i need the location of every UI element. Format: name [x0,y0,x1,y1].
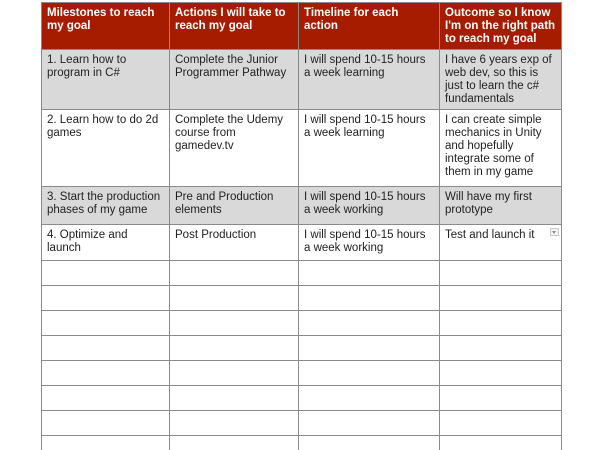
empty-cell[interactable] [170,386,299,411]
empty-table-row [42,361,562,386]
table-row [42,50,562,110]
empty-cell[interactable] [440,361,562,386]
outcome-text: Test and launch it [445,229,535,241]
outcome-cell[interactable]: I have 6 years exp of web dev, so this is just to learn the c# fundamentals [440,50,562,110]
timeline-cell[interactable]: I will spend 10-15 hours a week learning [299,110,440,187]
empty-cell[interactable] [42,436,170,450]
empty-cell[interactable] [440,286,562,311]
empty-cell[interactable] [440,436,562,450]
table-header-row [42,3,562,50]
table-row [42,187,562,225]
timeline-cell[interactable]: I will spend 10-15 hours a week working [299,225,440,261]
table-row [42,225,562,261]
empty-table-row [42,411,562,436]
empty-cell[interactable] [299,411,440,436]
milestone-cell[interactable]: 3. Start the production phases of my game [42,187,170,225]
empty-cell[interactable] [42,386,170,411]
outcome-cell[interactable] [440,225,562,261]
empty-cell[interactable] [299,311,440,336]
empty-cell[interactable] [440,411,562,436]
outcome-cell[interactable]: Will have my first prototype [440,187,562,225]
empty-cell[interactable] [299,386,440,411]
timeline-cell[interactable]: I will spend 10-15 hours a week working [299,187,440,225]
empty-cell[interactable] [42,336,170,361]
outcome-cell[interactable]: I can create simple mechanics in Unity and hopefully integrate some of them in my game [440,110,562,187]
goal-plan-table [41,2,562,450]
empty-cell[interactable] [440,336,562,361]
header-milestones[interactable]: Milestones to reach my goal [42,3,170,50]
empty-table-row [42,436,562,450]
empty-table-row [42,261,562,286]
empty-cell[interactable] [42,411,170,436]
action-cell[interactable]: Complete the Junior Programmer Pathway [170,50,299,110]
empty-cell[interactable] [299,336,440,361]
header-timeline[interactable]: Timeline for each action [299,3,440,50]
empty-table-row [42,286,562,311]
empty-cell[interactable] [42,261,170,286]
empty-cell[interactable] [170,261,299,286]
empty-cell[interactable] [440,311,562,336]
empty-cell[interactable] [170,411,299,436]
empty-cell[interactable] [170,336,299,361]
header-outcome[interactable]: Outcome so I know I'm on the right path to reach my goal [440,3,562,50]
empty-cell[interactable] [170,361,299,386]
empty-cell[interactable] [170,311,299,336]
action-cell[interactable]: Pre and Production elements [170,187,299,225]
empty-table-row [42,386,562,411]
empty-cell[interactable] [42,311,170,336]
empty-cell[interactable] [440,261,562,286]
empty-cell[interactable] [299,436,440,450]
action-cell[interactable]: Complete the Udemy course from gamedev.tv [170,110,299,187]
milestone-cell[interactable]: 1. Learn how to program in C# [42,50,170,110]
timeline-cell[interactable]: I will spend 10-15 hours a week learning [299,50,440,110]
empty-table-row [42,311,562,336]
table-row [42,110,562,187]
empty-cell[interactable] [299,261,440,286]
empty-cell[interactable] [299,361,440,386]
action-cell[interactable]: Post Production [170,225,299,261]
header-actions[interactable]: Actions I will take to reach my goal [170,3,299,50]
empty-table-row [42,336,562,361]
milestone-cell[interactable]: 4. Optimize and launch [42,225,170,261]
empty-cell[interactable] [42,286,170,311]
empty-cell[interactable] [42,361,170,386]
chevron-down-icon[interactable] [550,228,559,236]
empty-cell[interactable] [170,286,299,311]
milestone-cell[interactable]: 2. Learn how to do 2d games [42,110,170,187]
empty-cell[interactable] [170,436,299,450]
empty-cell[interactable] [299,286,440,311]
empty-cell[interactable] [440,386,562,411]
